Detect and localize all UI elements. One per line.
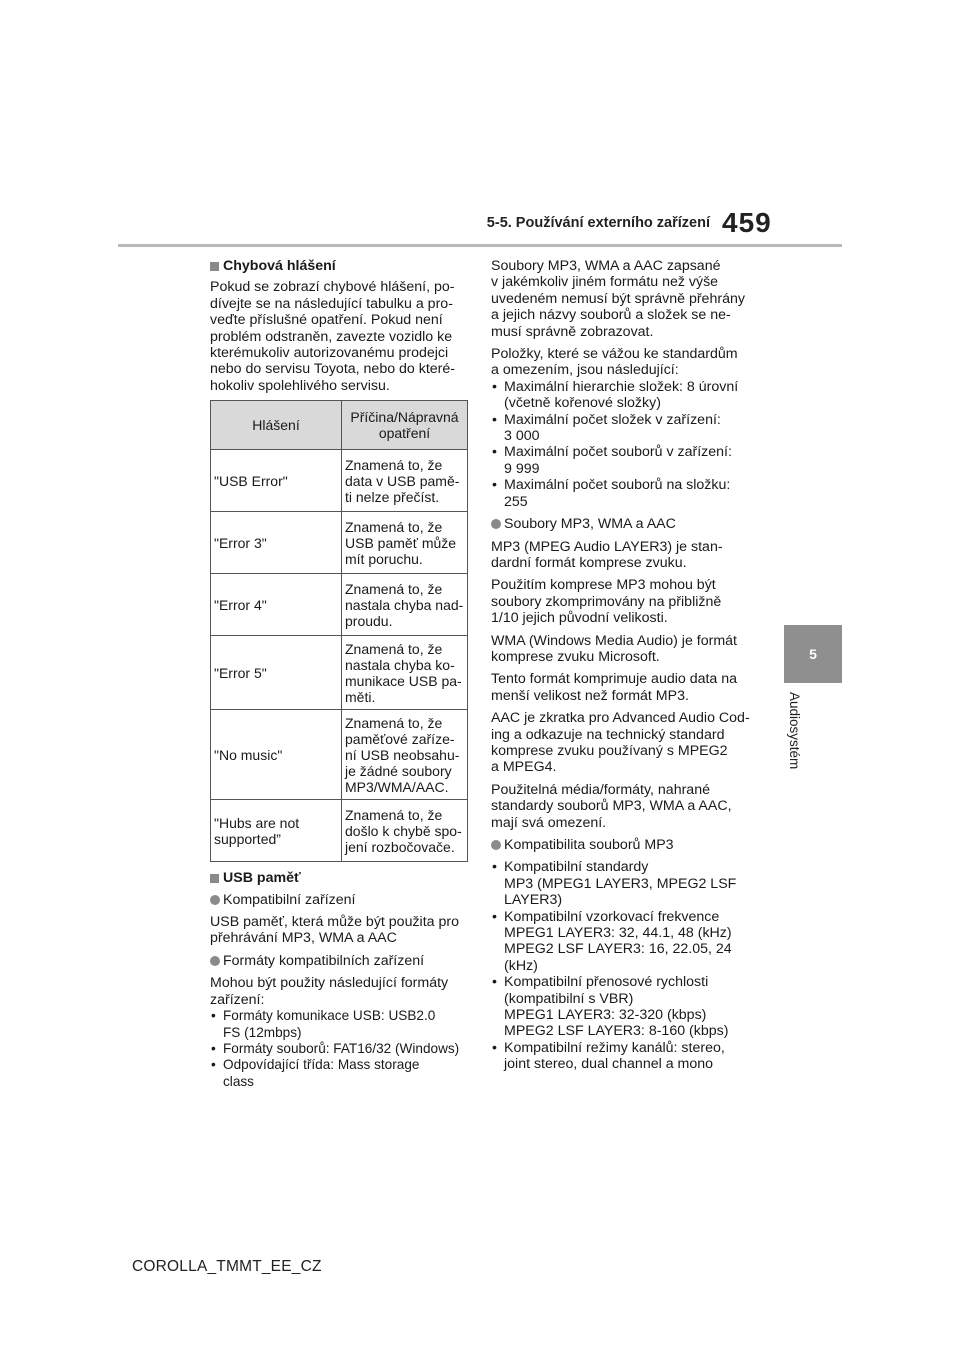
text-line: joint stereo, dual channel a mono (504, 1056, 714, 1073)
text-line: • Kompatibilní režimy kanálů: stereo, (504, 1039, 725, 1056)
cause-cell (342, 574, 468, 636)
list-item (491, 477, 753, 510)
text-line: ti nelze přečíst. (345, 488, 440, 505)
text-line: Znamená to, že (345, 640, 443, 657)
mp3-paragraph (491, 539, 753, 572)
right-column (491, 258, 753, 1079)
list-item (210, 1008, 468, 1041)
text-line: 255 (504, 493, 528, 510)
text-line: USB paměť, která může být použita pro (210, 914, 459, 931)
text-line: jení rozbočovače. (345, 838, 455, 855)
text-line: (kompatibilní s VBR) (504, 990, 634, 1007)
text-line: nastala chyba nad- (345, 596, 464, 613)
mp3-compat-list (491, 859, 753, 1072)
text-line: měti. (345, 688, 376, 705)
text-line: • Odpovídající třída: Mass storage (223, 1057, 420, 1073)
message-cell: "No music" (211, 710, 342, 800)
list-item (210, 1041, 468, 1057)
usb-memory-heading: USB paměť (210, 870, 468, 886)
text-line: proudu. (345, 612, 393, 629)
cause-cell (342, 636, 468, 710)
circle-bullet-icon (210, 895, 220, 905)
left-column (210, 258, 468, 1096)
text-line: uvedeném nemusí být správně přehrány (491, 290, 745, 307)
cause-cell (342, 800, 468, 862)
text-line: MPEG2 LSF LAYER3: 16, 22.05, 24 (504, 941, 732, 958)
text-line: zařízení: (210, 991, 265, 1008)
table-row (211, 574, 468, 636)
message-cell: "USB Error" (211, 450, 342, 512)
table-row (211, 710, 468, 800)
list-item (491, 909, 753, 975)
text-line: LAYER3) (504, 892, 563, 909)
square-bullet-icon (210, 874, 219, 883)
compatible-devices-heading: Kompatibilní zařízení (210, 892, 468, 908)
wma-paragraph (491, 633, 753, 666)
text-line: WMA (Windows Media Audio) je formát (491, 632, 737, 649)
list-item (491, 412, 753, 445)
text-line: 3 000 (504, 428, 540, 445)
text-line: • Maximální hierarchie složek: 8 úrovní (504, 378, 739, 395)
text-line: Znamená to, že (345, 518, 443, 535)
message-cell: "Error 4" (211, 574, 342, 636)
error-table-body (211, 450, 468, 862)
text-line: komprese zvuku používaný s MPEG2 (491, 742, 728, 759)
text-line: MP3 (MPEG1 LAYER3, MPEG2 LSF (504, 875, 737, 892)
mp3-compression-paragraph (491, 577, 753, 626)
text-line: Položky, které se vážou ke standardům (491, 346, 738, 363)
circle-bullet-icon (491, 519, 501, 529)
text-line: • Formáty souborů: FAT16/32 (Windows) (223, 1040, 460, 1056)
text-line: MP3 (MPEG Audio LAYER3) je stan- (491, 538, 723, 555)
list-item (491, 974, 753, 1040)
text-line: class (223, 1073, 254, 1089)
mp3-compat-heading: Kompatibilita souborů MP3 (491, 837, 753, 853)
text-line: musí správně zobrazovat. (491, 323, 654, 340)
table-row (211, 512, 468, 574)
table-header-row (211, 401, 468, 450)
text-line: přehrávání MP3, WMA a AAC (210, 930, 397, 947)
chapter-label: Audiosystém (787, 692, 802, 770)
table-row (211, 800, 468, 862)
text-line: Mohou být použity následující formáty (210, 975, 449, 992)
text-line: soubory zkomprimovány na přibližně (491, 593, 722, 610)
text-line: Použitelná média/formáty, nahrané (491, 781, 710, 798)
page-number: 459 (722, 207, 772, 238)
limits-text (491, 346, 753, 379)
text-line: Znamená to, že (345, 456, 443, 473)
text-line: Znamená to, že (345, 580, 443, 597)
text-line: standardy souborů MP3, WMA a AAC, (491, 798, 732, 815)
text-line: • Maximální počet souborů na složku: (504, 477, 731, 494)
text-line: MPEG2 LSF LAYER3: 8-160 (kbps) (504, 1023, 729, 1040)
error-messages-heading: Chybová hlášení (210, 258, 468, 274)
text-line: • Formáty komunikace USB: USB2.0 (223, 1008, 436, 1024)
list-item (491, 379, 753, 412)
text-line: munikace USB pa- (345, 672, 462, 689)
chapter-tab (784, 625, 842, 683)
error-intro (210, 279, 468, 394)
device-formats-text (210, 975, 468, 1008)
text-line: MPEG1 LAYER3: 32-320 (kbps) (504, 1007, 707, 1024)
text-line: Použitím komprese MP3 mohou být (491, 577, 716, 594)
table-header-cause: Příčina/Nápravná opatření (342, 401, 468, 450)
text-line: problém odstraněn, zavezte vozidlo ke (210, 328, 453, 345)
text-line: • Maximální počet souborů v zařízení: (504, 444, 732, 461)
wma-compression-paragraph (491, 671, 753, 704)
text-line: komprese zvuku Microsoft. (491, 648, 660, 665)
table-header-message: Hlášení (211, 401, 342, 450)
header-rule (118, 244, 842, 247)
text-line: data v USB pamě- (345, 472, 460, 489)
section-title: 5-5. Používání externího zařízení (486, 215, 710, 231)
text-line: 9 999 (504, 460, 540, 477)
device-formats-list (210, 1008, 468, 1090)
text-line: (včetně kořenové složky) (504, 395, 661, 412)
text-line: došlo k chybě spo- (345, 822, 462, 839)
files-heading: Soubory MP3, WMA a AAC (491, 516, 753, 532)
text-line: Pokud se zobrazí chybové hlášení, po- (210, 279, 455, 296)
device-formats-heading: Formáty kompatibilních zařízení (210, 953, 468, 969)
list-item (491, 1040, 753, 1073)
text-line: hokoliv spolehlivého servisu. (210, 377, 390, 394)
text-line: Znamená to, že (345, 806, 443, 823)
text-line: USB paměť může (345, 534, 457, 551)
compatible-devices-text (210, 914, 468, 947)
table-row (211, 450, 468, 512)
message-cell: "Hubs are not supported” (211, 800, 342, 862)
text-line: dardní formát komprese zvuku. (491, 554, 687, 571)
text-line: Znamená to, že (345, 714, 443, 731)
text-line: • Kompatibilní vzorkovací frekvence (504, 908, 720, 925)
text-line: • Maximální počet složek v zařízení: (504, 411, 721, 428)
limits-list (491, 379, 753, 510)
text-line: MPEG1 LAYER3: 32, 44.1, 48 (kHz) (504, 925, 732, 942)
text-line: ní USB neobsahu- (345, 746, 460, 763)
text-line: ing a odkazuje na technický standard (491, 726, 725, 743)
text-line: (kHz) (504, 957, 538, 974)
chapter-number: 5 (809, 646, 817, 662)
message-cell: "Error 5" (211, 636, 342, 710)
list-item (210, 1057, 468, 1090)
text-line: Soubory MP3, WMA a AAC zapsané (491, 258, 721, 274)
text-line: MP3/WMA/AAC. (345, 778, 449, 795)
text-line: AAC je zkratka pro Advanced Audio Cod- (491, 710, 750, 727)
text-line: mít poruchu. (345, 550, 423, 567)
aac-paragraph (491, 710, 753, 776)
text-line: Tento formát komprimuje audio data na (491, 671, 738, 688)
cause-cell (342, 710, 468, 800)
square-bullet-icon (210, 262, 219, 271)
text-line: nebo do servisu Toyota, nebo do které- (210, 361, 456, 378)
error-table (210, 400, 468, 862)
table-row (211, 636, 468, 710)
list-item (491, 859, 753, 908)
text-line: 1/10 jejich původní velikosti. (491, 610, 668, 627)
text-line: kterémukoliv autorizovanému prodejci (210, 345, 449, 362)
document-code: COROLLA_TMMT_EE_CZ (132, 1258, 322, 1275)
media-paragraph (491, 782, 753, 831)
circle-bullet-icon (210, 956, 220, 966)
text-line: a omezením, jsou následující: (491, 362, 679, 379)
text-line: menší velikost než formát MP3. (491, 687, 689, 704)
text-line: a MPEG4. (491, 759, 557, 776)
text-line: nastala chyba ko- (345, 656, 455, 673)
list-item (491, 444, 753, 477)
text-line: veďte příslušné opatření. Pokud není (210, 312, 443, 329)
circle-bullet-icon (491, 840, 501, 850)
message-cell: "Error 3" (211, 512, 342, 574)
cause-cell (342, 512, 468, 574)
cause-cell (342, 450, 468, 512)
text-line: v jakémkoliv jiném formátu než výše (491, 274, 719, 291)
text-line: mají svá omezení. (491, 814, 607, 831)
text-line: a jejich názvy souborů a složek se ne- (491, 307, 731, 324)
right-intro (491, 258, 753, 340)
text-line: • Kompatibilní standardy (504, 859, 649, 876)
text-line: FS (12mbps) (223, 1024, 302, 1040)
text-line: dívejte se na následující tabulku a pro- (210, 295, 453, 312)
text-line: je žádné soubory (345, 762, 452, 779)
text-line: paměťové zaříze- (345, 730, 455, 747)
text-line: • Kompatibilní přenosové rychlosti (504, 974, 709, 991)
